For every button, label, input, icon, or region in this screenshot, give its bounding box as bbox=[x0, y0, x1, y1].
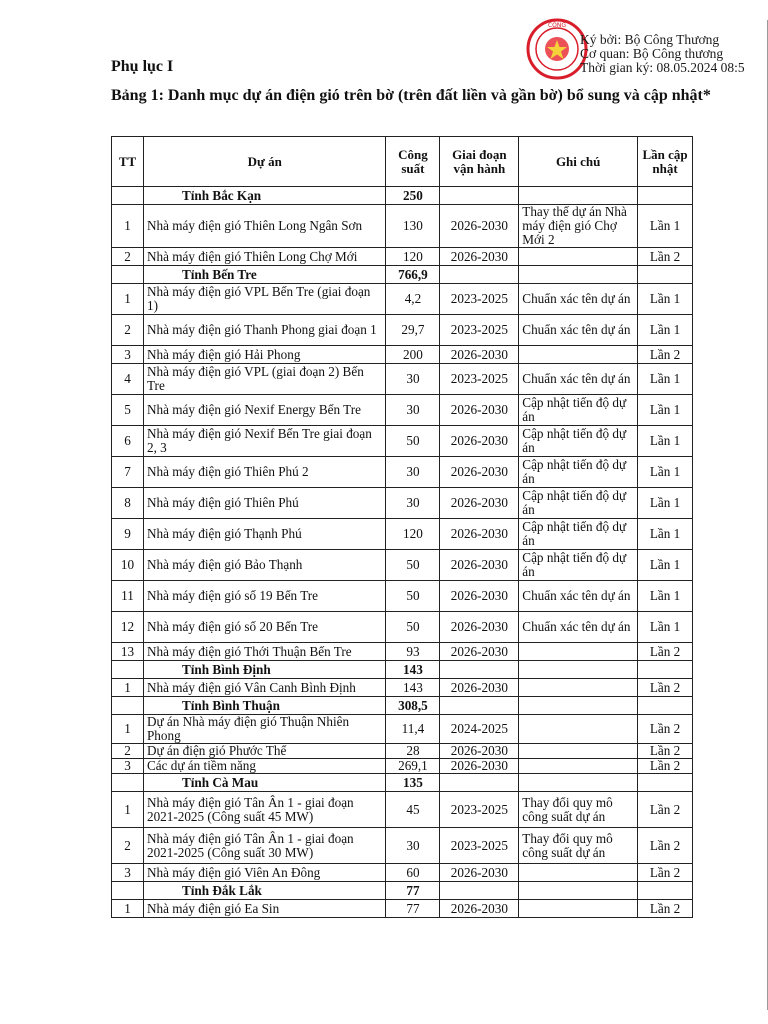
project-row bbox=[112, 519, 693, 550]
project-name: Nhà máy điện gió số 19 Bến Tre bbox=[143, 581, 386, 612]
project-capacity: 29,7 bbox=[386, 315, 440, 346]
province-phase bbox=[440, 661, 519, 679]
province-phase bbox=[440, 266, 519, 284]
province-name: Tỉnh Bến Tre bbox=[143, 266, 386, 284]
project-phase: 2026-2030 bbox=[440, 759, 519, 774]
project-phase: 2026-2030 bbox=[440, 900, 519, 918]
project-update: Lần 1 bbox=[638, 457, 693, 488]
project-phase: 2026-2030 bbox=[440, 457, 519, 488]
project-name: Nhà máy điện gió Thiên Phú 2 bbox=[143, 457, 386, 488]
project-name: Nhà máy điện gió Thiên Phú bbox=[143, 488, 386, 519]
digital-signature bbox=[580, 33, 745, 75]
wind-projects-table bbox=[111, 136, 693, 918]
header-project: Dự án bbox=[143, 137, 386, 187]
project-note bbox=[519, 248, 638, 266]
row-tt: 3 bbox=[112, 759, 144, 774]
table-body bbox=[112, 187, 693, 918]
project-name: Nhà máy điện gió Vân Canh Bình Định bbox=[143, 679, 386, 697]
province-tt bbox=[112, 882, 144, 900]
project-capacity: 50 bbox=[386, 426, 440, 457]
row-tt: 10 bbox=[112, 550, 144, 581]
project-capacity: 93 bbox=[386, 643, 440, 661]
row-tt: 1 bbox=[112, 205, 144, 248]
signature-signed-by: Ký bởi: Bộ Công Thương bbox=[580, 32, 720, 47]
project-name: Nhà máy điện gió Tân Ân 1 - giai đoạn 2021-2025 (Công suất 45 MW) bbox=[143, 792, 386, 828]
project-phase: 2023-2025 bbox=[440, 315, 519, 346]
project-phase: 2026-2030 bbox=[440, 519, 519, 550]
project-update: Lần 2 bbox=[638, 248, 693, 266]
project-update: Lần 1 bbox=[638, 426, 693, 457]
project-update: Lần 1 bbox=[638, 205, 693, 248]
project-name: Dự án Nhà máy điện gió Thuận Nhiên Phong bbox=[143, 715, 386, 744]
row-tt: 1 bbox=[112, 792, 144, 828]
province-row bbox=[112, 882, 693, 900]
project-update: Lần 2 bbox=[638, 828, 693, 864]
project-row bbox=[112, 457, 693, 488]
project-row bbox=[112, 828, 693, 864]
province-tt bbox=[112, 697, 144, 715]
province-row bbox=[112, 266, 693, 284]
province-update bbox=[638, 187, 693, 205]
project-row bbox=[112, 205, 693, 248]
project-note bbox=[519, 744, 638, 759]
header-update: Lần cập nhật bbox=[638, 137, 693, 187]
project-note bbox=[519, 679, 638, 697]
project-capacity: 30 bbox=[386, 828, 440, 864]
province-row bbox=[112, 187, 693, 205]
project-update: Lần 1 bbox=[638, 581, 693, 612]
project-phase: 2026-2030 bbox=[440, 346, 519, 364]
project-phase: 2023-2025 bbox=[440, 792, 519, 828]
province-update bbox=[638, 697, 693, 715]
project-capacity: 50 bbox=[386, 612, 440, 643]
project-update: Lần 1 bbox=[638, 488, 693, 519]
project-phase: 2026-2030 bbox=[440, 612, 519, 643]
appendix-title: Phụ lục I bbox=[111, 58, 174, 75]
province-tt bbox=[112, 661, 144, 679]
project-note: Cập nhật tiến độ dự án bbox=[519, 519, 638, 550]
project-row bbox=[112, 643, 693, 661]
project-row bbox=[112, 488, 693, 519]
project-phase: 2026-2030 bbox=[440, 581, 519, 612]
row-tt: 5 bbox=[112, 395, 144, 426]
project-row bbox=[112, 248, 693, 266]
province-update bbox=[638, 266, 693, 284]
project-capacity: 200 bbox=[386, 346, 440, 364]
project-phase: 2024-2025 bbox=[440, 715, 519, 744]
project-name: Nhà máy điện gió Ea Sin bbox=[143, 900, 386, 918]
project-name: Nhà máy điện gió Viên An Đông bbox=[143, 864, 386, 882]
project-note: Thay thế dự án Nhà máy điện gió Chợ Mới 2 bbox=[519, 205, 638, 248]
project-phase: 2026-2030 bbox=[440, 426, 519, 457]
project-note bbox=[519, 643, 638, 661]
project-note: Cập nhật tiến độ dự án bbox=[519, 457, 638, 488]
header-note: Ghi chú bbox=[519, 137, 638, 187]
province-row bbox=[112, 774, 693, 792]
project-note bbox=[519, 864, 638, 882]
project-update: Lần 1 bbox=[638, 550, 693, 581]
province-phase bbox=[440, 774, 519, 792]
project-row bbox=[112, 900, 693, 918]
row-tt: 4 bbox=[112, 364, 144, 395]
province-row bbox=[112, 661, 693, 679]
project-row bbox=[112, 346, 693, 364]
province-name: Tỉnh Đắk Lắk bbox=[143, 882, 386, 900]
project-row bbox=[112, 612, 693, 643]
row-tt: 2 bbox=[112, 248, 144, 266]
row-tt: 8 bbox=[112, 488, 144, 519]
official-seal-icon bbox=[526, 18, 588, 80]
province-update bbox=[638, 661, 693, 679]
project-row bbox=[112, 864, 693, 882]
project-note: Chuẩn xác tên dự án bbox=[519, 364, 638, 395]
project-update: Lần 2 bbox=[638, 715, 693, 744]
project-name: Nhà máy điện gió Thiên Long Ngân Sơn bbox=[143, 205, 386, 248]
province-row bbox=[112, 697, 693, 715]
project-phase: 2023-2025 bbox=[440, 364, 519, 395]
project-row bbox=[112, 550, 693, 581]
project-phase: 2023-2025 bbox=[440, 284, 519, 315]
project-name: Nhà máy điện gió Thạnh Phú bbox=[143, 519, 386, 550]
project-capacity: 30 bbox=[386, 395, 440, 426]
project-phase: 2026-2030 bbox=[440, 488, 519, 519]
project-capacity: 11,4 bbox=[386, 715, 440, 744]
project-name: Nhà máy điện gió VPL (giai đoạn 2) Bến Tre bbox=[143, 364, 386, 395]
project-update: Lần 1 bbox=[638, 612, 693, 643]
project-capacity: 4,2 bbox=[386, 284, 440, 315]
province-capacity: 77 bbox=[386, 882, 440, 900]
project-name: Nhà máy điện gió Nexif Energy Bến Tre bbox=[143, 395, 386, 426]
project-note: Cập nhật tiến độ dự án bbox=[519, 488, 638, 519]
table-header-row bbox=[112, 137, 693, 187]
project-update: Lần 2 bbox=[638, 759, 693, 774]
province-phase bbox=[440, 882, 519, 900]
project-capacity: 28 bbox=[386, 744, 440, 759]
project-row bbox=[112, 315, 693, 346]
province-capacity: 766,9 bbox=[386, 266, 440, 284]
project-capacity: 77 bbox=[386, 900, 440, 918]
project-phase: 2026-2030 bbox=[440, 248, 519, 266]
project-note: Chuẩn xác tên dự án bbox=[519, 581, 638, 612]
project-capacity: 50 bbox=[386, 581, 440, 612]
province-name: Tỉnh Bình Thuận bbox=[143, 697, 386, 715]
signature-agency: Cơ quan: Bộ Công thương bbox=[580, 46, 724, 61]
project-capacity: 130 bbox=[386, 205, 440, 248]
province-name: Tỉnh Cà Mau bbox=[143, 774, 386, 792]
province-note bbox=[519, 882, 638, 900]
project-row bbox=[112, 792, 693, 828]
row-tt: 11 bbox=[112, 581, 144, 612]
project-phase: 2026-2030 bbox=[440, 679, 519, 697]
project-phase: 2026-2030 bbox=[440, 205, 519, 248]
row-tt: 2 bbox=[112, 315, 144, 346]
project-name: Nhà máy điện gió Hải Phong bbox=[143, 346, 386, 364]
svg-text:CÔNG: CÔNG bbox=[547, 22, 567, 29]
province-phase bbox=[440, 697, 519, 715]
row-tt: 6 bbox=[112, 426, 144, 457]
province-tt bbox=[112, 266, 144, 284]
project-row bbox=[112, 744, 693, 759]
project-note bbox=[519, 759, 638, 774]
project-phase: 2026-2030 bbox=[440, 550, 519, 581]
province-name: Tỉnh Bắc Kạn bbox=[143, 187, 386, 205]
project-row bbox=[112, 581, 693, 612]
project-name: Nhà máy điện gió Nexif Bến Tre giai đoạn 2, 3 bbox=[143, 426, 386, 457]
project-row bbox=[112, 759, 693, 774]
project-update: Lần 2 bbox=[638, 744, 693, 759]
project-capacity: 143 bbox=[386, 679, 440, 697]
project-row bbox=[112, 426, 693, 457]
project-capacity: 30 bbox=[386, 488, 440, 519]
project-phase: 2026-2030 bbox=[440, 643, 519, 661]
project-row bbox=[112, 715, 693, 744]
row-tt: 2 bbox=[112, 828, 144, 864]
province-tt bbox=[112, 774, 144, 792]
project-phase: 2026-2030 bbox=[440, 864, 519, 882]
header-capacity: Công suất bbox=[386, 137, 440, 187]
row-tt: 1 bbox=[112, 715, 144, 744]
project-note: Thay đổi quy mô công suất dự án bbox=[519, 828, 638, 864]
province-tt bbox=[112, 187, 144, 205]
project-row bbox=[112, 679, 693, 697]
project-name: Nhà máy điện gió VPL Bến Tre (giai đoạn 1) bbox=[143, 284, 386, 315]
province-capacity: 308,5 bbox=[386, 697, 440, 715]
project-capacity: 60 bbox=[386, 864, 440, 882]
project-update: Lần 1 bbox=[638, 364, 693, 395]
project-note: Thay đổi quy mô công suất dự án bbox=[519, 792, 638, 828]
province-capacity: 250 bbox=[386, 187, 440, 205]
project-row bbox=[112, 395, 693, 426]
project-note bbox=[519, 715, 638, 744]
project-capacity: 30 bbox=[386, 364, 440, 395]
project-update: Lần 1 bbox=[638, 315, 693, 346]
row-tt: 13 bbox=[112, 643, 144, 661]
province-phase bbox=[440, 187, 519, 205]
province-note bbox=[519, 661, 638, 679]
project-phase: 2026-2030 bbox=[440, 744, 519, 759]
project-note: Cập nhật tiến độ dự án bbox=[519, 426, 638, 457]
project-update: Lần 1 bbox=[638, 395, 693, 426]
province-note bbox=[519, 266, 638, 284]
project-name: Nhà máy điện gió Thanh Phong giai đoạn 1 bbox=[143, 315, 386, 346]
project-note bbox=[519, 346, 638, 364]
project-name: Nhà máy điện gió Thiên Long Chợ Mới bbox=[143, 248, 386, 266]
row-tt: 3 bbox=[112, 346, 144, 364]
project-note: Cập nhật tiến độ dự án bbox=[519, 395, 638, 426]
project-phase: 2026-2030 bbox=[440, 395, 519, 426]
project-note: Chuẩn xác tên dự án bbox=[519, 284, 638, 315]
project-capacity: 120 bbox=[386, 248, 440, 266]
project-name: Nhà máy điện gió số 20 Bến Tre bbox=[143, 612, 386, 643]
project-capacity: 269,1 bbox=[386, 759, 440, 774]
row-tt: 1 bbox=[112, 900, 144, 918]
province-note bbox=[519, 774, 638, 792]
row-tt: 2 bbox=[112, 744, 144, 759]
row-tt: 7 bbox=[112, 457, 144, 488]
signature-time: Thời gian ký: 08.05.2024 08:5 bbox=[580, 60, 745, 75]
project-capacity: 30 bbox=[386, 457, 440, 488]
row-tt: 1 bbox=[112, 679, 144, 697]
province-name: Tỉnh Bình Định bbox=[143, 661, 386, 679]
project-update: Lần 1 bbox=[638, 519, 693, 550]
province-update bbox=[638, 774, 693, 792]
project-note: Chuẩn xác tên dự án bbox=[519, 315, 638, 346]
project-capacity: 120 bbox=[386, 519, 440, 550]
project-note bbox=[519, 900, 638, 918]
project-row bbox=[112, 284, 693, 315]
project-update: Lần 2 bbox=[638, 900, 693, 918]
project-update: Lần 2 bbox=[638, 643, 693, 661]
project-name: Các dự án tiềm năng bbox=[143, 759, 386, 774]
project-name: Nhà máy điện gió Bảo Thạnh bbox=[143, 550, 386, 581]
province-capacity: 143 bbox=[386, 661, 440, 679]
project-update: Lần 2 bbox=[638, 864, 693, 882]
header-phase: Giai đoạn vận hành bbox=[440, 137, 519, 187]
project-name: Dự án điện gió Phước Thể bbox=[143, 744, 386, 759]
row-tt: 3 bbox=[112, 864, 144, 882]
project-phase: 2023-2025 bbox=[440, 828, 519, 864]
row-tt: 9 bbox=[112, 519, 144, 550]
project-name: Nhà máy điện gió Thới Thuận Bến Tre bbox=[143, 643, 386, 661]
project-update: Lần 2 bbox=[638, 792, 693, 828]
project-update: Lần 1 bbox=[638, 284, 693, 315]
project-note: Chuẩn xác tên dự án bbox=[519, 612, 638, 643]
province-update bbox=[638, 882, 693, 900]
project-capacity: 45 bbox=[386, 792, 440, 828]
project-note: Cập nhật tiến độ dự án bbox=[519, 550, 638, 581]
province-note bbox=[519, 187, 638, 205]
province-note bbox=[519, 697, 638, 715]
project-name: Nhà máy điện gió Tân Ân 1 - giai đoạn 2021-2025 (Công suất 30 MW) bbox=[143, 828, 386, 864]
project-update: Lần 2 bbox=[638, 679, 693, 697]
project-row bbox=[112, 364, 693, 395]
table-caption: Bảng 1: Danh mục dự án điện gió trên bờ (trên đất liền và gần bờ) bổ sung và cập nhật* bbox=[111, 87, 711, 104]
row-tt: 1 bbox=[112, 284, 144, 315]
project-update: Lần 2 bbox=[638, 346, 693, 364]
project-capacity: 50 bbox=[386, 550, 440, 581]
province-capacity: 135 bbox=[386, 774, 440, 792]
header-tt: TT bbox=[112, 137, 144, 187]
row-tt: 12 bbox=[112, 612, 144, 643]
